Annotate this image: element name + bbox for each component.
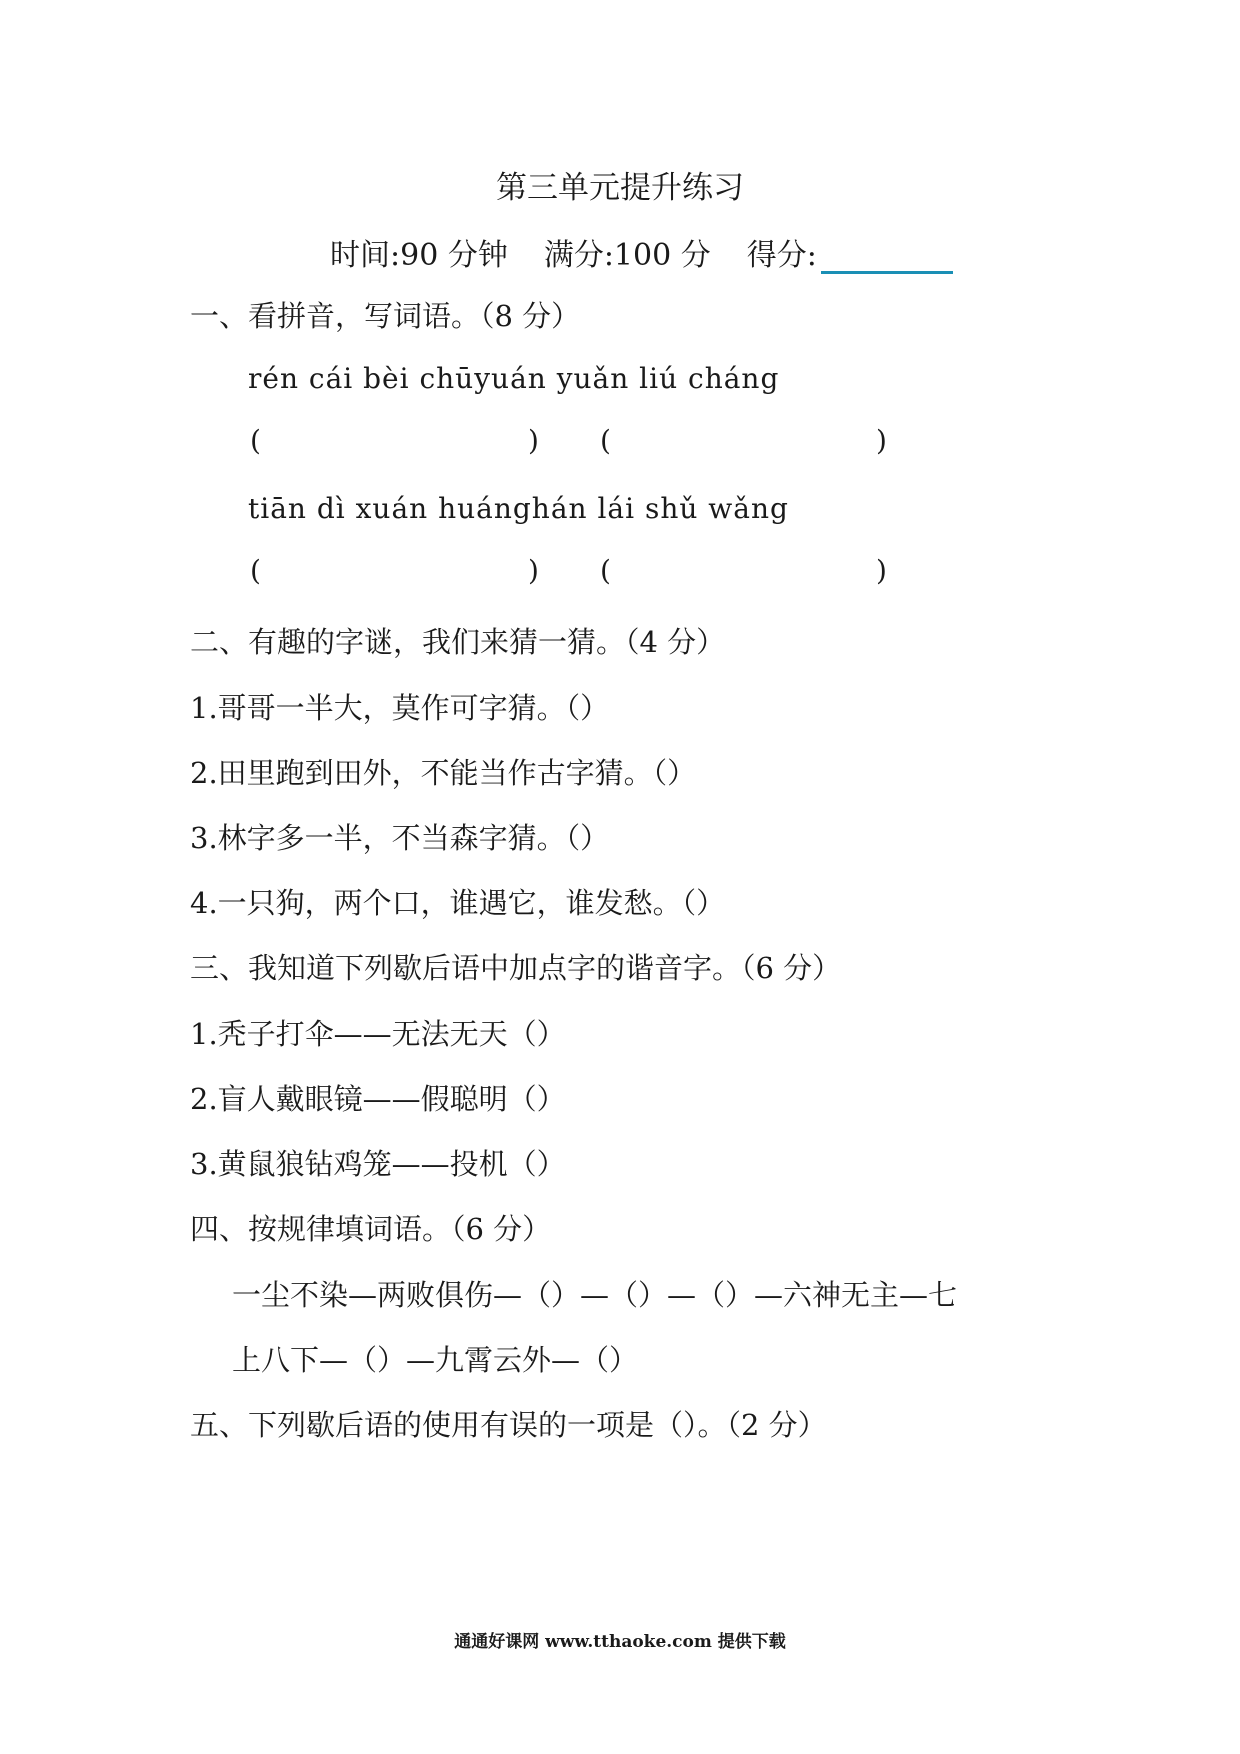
section1-heading: 一、看拼音，写词语。（8 分） xyxy=(190,299,581,333)
answer-blank-open: ( xyxy=(600,554,611,587)
time-limit: 时间:90 分钟 xyxy=(330,238,508,273)
xiehouyu-item: 3.黄鼠狼钻鸡笼——投机（） xyxy=(190,1147,566,1181)
answer-blank-open: ( xyxy=(250,554,261,587)
sequence-line-1: 一尘不染—两败俱伤—（）—（）—（）—六神无主—七 xyxy=(232,1278,958,1312)
exam-meta xyxy=(330,230,953,274)
section5-heading: 五、下列歇后语的使用有误的一项是（）。（2 分） xyxy=(190,1408,827,1442)
page-title: 第三单元提升练习 xyxy=(496,170,744,206)
answer-blank-close: ) xyxy=(876,424,887,457)
section2-heading: 二、有趣的字谜，我们来猜一猜。（4 分） xyxy=(190,625,726,659)
riddle-item: 1.哥哥一半大，莫作可字猜。（） xyxy=(190,691,610,725)
sequence-line-2: 上八下—（）—九霄云外—（） xyxy=(232,1343,639,1377)
section3-heading: 三、我知道下列歇后语中加点字的谐音字。（6 分） xyxy=(190,951,842,985)
section4-heading: 四、按规律填词语。（6 分） xyxy=(190,1212,552,1246)
xiehouyu-item: 2.盲人戴眼镜——假聪明（） xyxy=(190,1082,566,1116)
answer-blank-close: ) xyxy=(528,554,539,587)
answer-blank-open: ( xyxy=(600,424,611,457)
riddle-item: 4.一只狗，两个口，谁遇它，谁发愁。（） xyxy=(190,886,726,920)
pinyin-row-1: rén cái bèi chūyuán yuǎn liú cháng xyxy=(248,362,780,395)
xiehouyu-item: 1.秃子打伞——无法无天（） xyxy=(190,1017,566,1051)
answer-blank-close: ) xyxy=(528,424,539,457)
score-label: 得分: xyxy=(746,238,817,273)
riddle-item: 3.林字多一半，不当森字猜。（） xyxy=(190,821,610,855)
riddle-item: 2.田里跑到田外，不能当作古字猜。（） xyxy=(190,756,697,790)
answer-blank-close: ) xyxy=(876,554,887,587)
footer-credit: 通通好课网 www.tthaoke.com 提供下载 xyxy=(454,1632,786,1652)
score-blank[interactable] xyxy=(821,243,953,274)
answer-blank-open: ( xyxy=(250,424,261,457)
full-score: 满分:100 分 xyxy=(543,238,711,273)
pinyin-row-2: tiān dì xuán huánghán lái shǔ wǎng xyxy=(248,492,789,525)
